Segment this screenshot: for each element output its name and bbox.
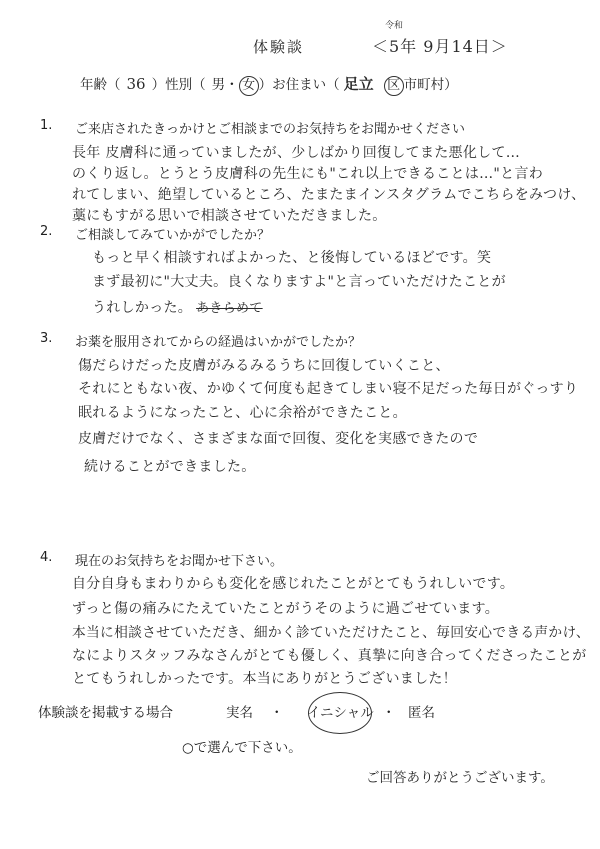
q4-text: 現在のお気持ちをお聞かせ下さい。 [75, 554, 284, 569]
profile-row [80, 73, 458, 96]
publication-label: 体験談を掲載する場合 [38, 705, 173, 721]
q2-answer-line: まず最初に"大丈夫。良くなりますよ"と言っていただけたことが [92, 274, 506, 290]
q4-answer-line: 自分自身もまわりからも変化を感じれたことがとてもうれしいです。 [72, 576, 515, 592]
gender-male: 男・ [211, 77, 239, 93]
q2-answer-line: うれしかった。 [92, 300, 193, 316]
q1-number: 1. [40, 118, 53, 133]
q3-text: お薬を服用されてからの経過はいかがでしたか？ [75, 335, 362, 350]
selection-instruction: ○で選んで下さい。 [182, 740, 302, 756]
q4-answer-line: なによりスタッフみなさんがとても優しく、真摯に向き合ってくださったことが [72, 648, 587, 664]
q3-answer-line: 傷だらけだった皮膚がみるみるうちに回復していくこと、 [78, 358, 450, 374]
date-field: ＜5年 9月14日＞ [372, 37, 508, 56]
era-note: 令和 [385, 21, 404, 31]
q2-number: 2. [40, 224, 53, 239]
age-label: 年齢（ [80, 77, 121, 93]
residence-ku-circled: 区 [384, 76, 404, 96]
page-title: 体験談 [253, 38, 305, 56]
age-value: 36 [126, 75, 146, 93]
residence-value: 足立 [343, 75, 374, 93]
q3-answer-line: 眠れるようになったこと、心に余裕ができたこと。 [78, 405, 407, 421]
initial-selection-circle [308, 692, 372, 734]
thanks-note: ご回答ありがとうございます。 [366, 770, 554, 786]
age-close: ） [151, 77, 166, 93]
q1-answer-line: 長年 皮膚科に通っていましたが、少しばかり回復してまた悪化して… [72, 145, 521, 161]
option-initial: イニシャル [307, 705, 374, 721]
option-real-name: 実名 [226, 705, 253, 721]
q1-answer-line: 藁にもすがる思いで相談させていただきました。 [72, 208, 387, 224]
residence-label: お住まい（ [272, 77, 340, 93]
q3-answer-line: 皮膚だけでなく、さまざまな面で回復、変化を実感できたので [78, 431, 479, 447]
q4-answer-line: とてもうれしかったです。本当にありがとうございました！ [72, 671, 457, 687]
q2-answer-line: もっと早く相談すればよかった、と後悔しているほどです。笑 [92, 250, 492, 266]
q2-text: ご相談してみていかがでしたか？ [75, 228, 271, 243]
q3-number: 3. [40, 331, 53, 346]
residence-suffix: 市町村） [403, 77, 458, 93]
q2-answer-last [92, 297, 263, 317]
gender-label: 性別（ [165, 77, 206, 93]
q3-answer-line: 続けることができました。 [84, 459, 256, 475]
q4-number: 4. [40, 550, 53, 565]
q1-answer-line: のくり返し。とうとう皮膚科の先生にも"これ以上できることは…"と言わ [72, 166, 544, 182]
q4-answer-line: ずっと傷の痛みにたえていたことがうそのように過ごせています。 [72, 601, 500, 617]
q3-answer-line: それにともない夜、かゆくて何度も起きてしまい寝不足だった毎日がぐっすり [78, 381, 579, 397]
gender-female-circled: 女 [239, 76, 259, 96]
q2-struck-text: あきらめて [196, 301, 263, 316]
option-separator: ・ [382, 705, 396, 721]
option-anonymous: 匿名 [408, 705, 435, 721]
option-separator: ・ [270, 705, 284, 721]
gender-close: ） [258, 77, 273, 93]
q4-answer-line: 本当に相談させていただき、細かく診ていただけたこと、毎回安心できる声かけ、 [72, 625, 590, 641]
q1-text: ご来店されたきっかけとご相談までのお気持ちをお聞かせください [75, 122, 466, 137]
q1-answer-line: れてしまい、絶望しているところ、たまたまインスタグラムでこちらをみつけ、 [72, 187, 586, 203]
